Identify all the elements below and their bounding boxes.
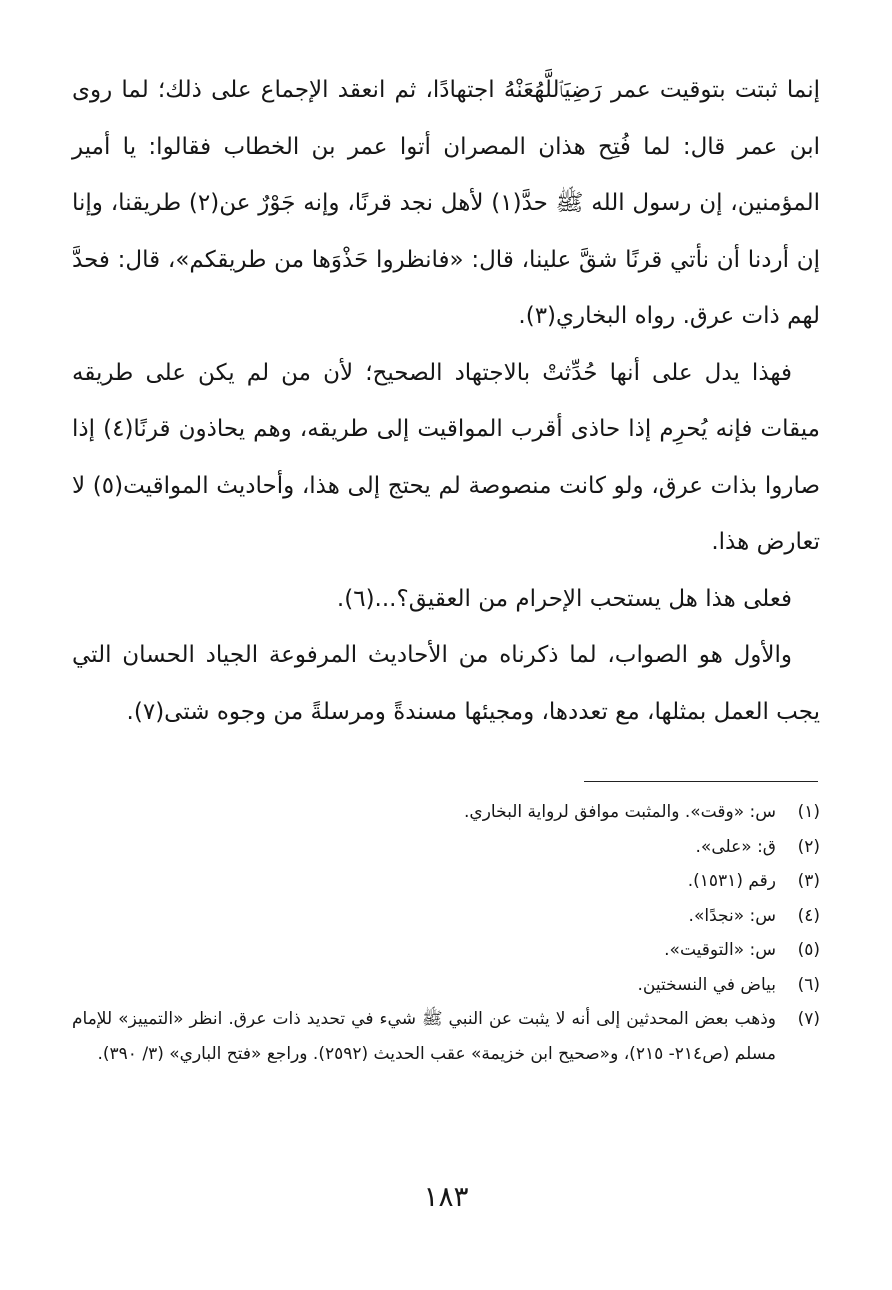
footnote-1 xyxy=(72,795,820,830)
footnote-2 xyxy=(72,830,820,865)
main-text xyxy=(72,62,820,740)
footnote-text: ق: «على». xyxy=(695,836,776,857)
footnote-text: س: «نجدًا». xyxy=(688,905,776,926)
footnote-text: وذهب بعض المحدثين إلى أنه لا يثبت عن النبي ﷺ شيء في تحديد ذات عرق. انظر «التمييز» للإمام مسلم (ص٢١٤- ٢١٥)، و«صحيح ابن خزيمة» عقب الحديث (٢٥٩٢). وراجع «فتح الباري» (٣/ ٣٩٠). xyxy=(72,1009,776,1064)
footnote-text: رقم (١٥٣١). xyxy=(687,871,776,891)
paragraph-1: إنما ثبتت بتوقيت عمر رَضِيَٱللَّهُعَنْهُ اجتهادًا، ثم انعقد الإجماع على ذلك؛ لما روى ابن عمر قال: لما فُتِح هذان المصران أتوا عمر بن الخطاب فقالوا: يا أمير المؤمنين، إن رسول الله ﷺ حدَّ(١) لأهل نجد قرنًا، وإنه جَوْرٌ عن(٢) طريقنا، وإنا إن أردنا أن نأتي قرنًا شقَّ علينا، قال: «فانظروا حَذْوَها من طريقكم»، قال: فحدَّ لهم ذات عرق. رواه البخاري(٣). xyxy=(72,77,821,329)
paragraph-3: فعلى هذا هل يستحب الإحرام من العقيق؟...(٦). xyxy=(336,585,792,612)
footnote-separator xyxy=(584,781,818,782)
footnote-7 xyxy=(72,1002,820,1071)
footnote-number: (٥) xyxy=(797,940,820,960)
footnote-4 xyxy=(72,899,820,934)
footnote-3 xyxy=(72,864,820,899)
footnote-number: (٧) xyxy=(797,1009,820,1029)
footnote-number: (٣) xyxy=(797,871,820,891)
footnote-text: س: «وقت». والمثبت موافق لرواية البخاري. xyxy=(464,802,776,822)
footnote-6 xyxy=(72,968,820,1003)
paragraph-2: فهذا يدل على أنها حُدِّثتْ بالاجتهاد الصحيح؛ لأن من لم يكن على طريقه ميقات فإنه يُحرِم إذا حاذى أقرب المواقيت إلى طريقه، وهم يحاذون قرنًا(٤) إذا صاروا بذات عرق، ولو كانت منصوصة لم يحتج إلى هذا، وأحاديث المواقيت(٥) لا تعارض هذا. xyxy=(72,359,821,555)
footnote-number: (٢) xyxy=(797,836,820,857)
footnotes xyxy=(72,795,820,1071)
footnote-text: س: «التوقيت». xyxy=(664,940,776,960)
paragraph-4: والأول هو الصواب، لما ذكرناه من الأحاديث المرفوعة الجياد الحسان التي يجب العمل بمثلها، مع تعددها، ومجيئها مسندةً ومرسلةً من وجوه شتى(٧). xyxy=(72,642,820,725)
footnote-number: (٦) xyxy=(797,974,820,995)
page-number: ١٨٣ xyxy=(423,1180,469,1213)
footnote-text: بياض في النسختين. xyxy=(637,974,776,995)
footnote-number: (٤) xyxy=(797,905,820,926)
footnote-number: (١) xyxy=(797,802,820,822)
footnote-5 xyxy=(72,933,820,968)
